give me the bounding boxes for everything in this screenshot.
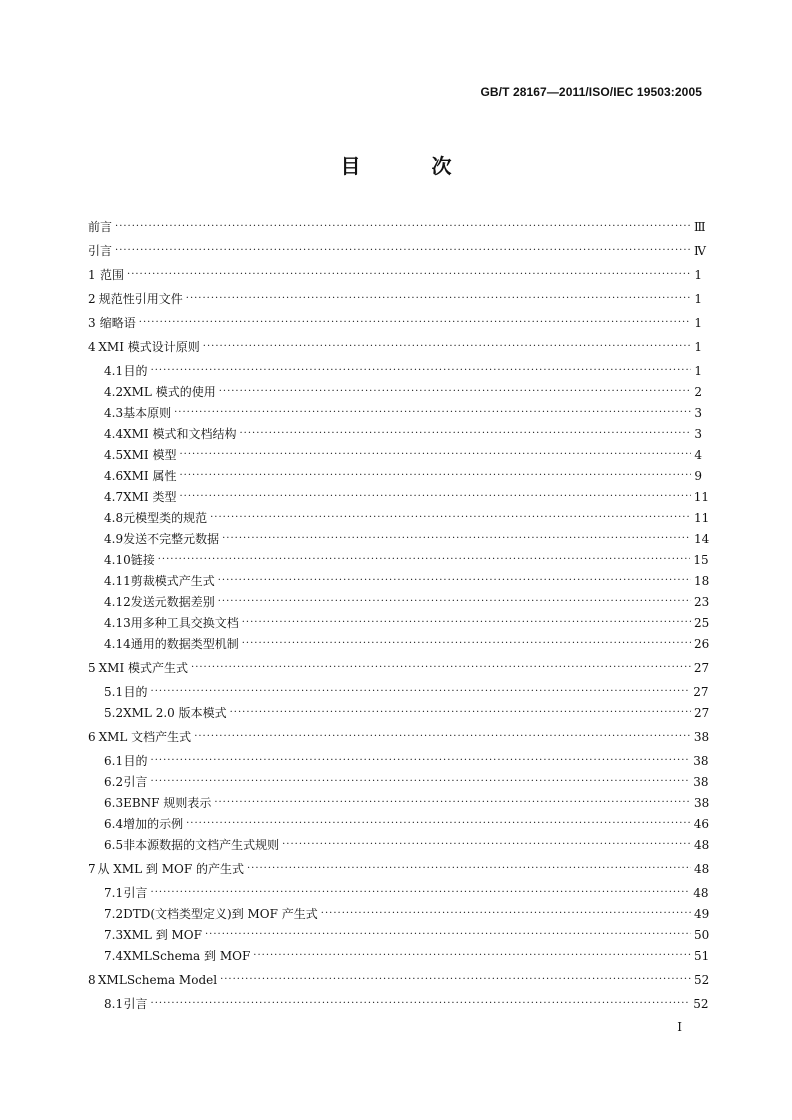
toc-entry-label: 链接 (130, 553, 155, 567)
toc-entry-page: 50 (694, 928, 710, 942)
toc-entry-label: 非本源数据的文档产生式规则 (123, 838, 280, 852)
toc-entry-number: 4.5 (104, 448, 124, 462)
toc-entry-number: 8 (88, 973, 96, 987)
toc-entry[interactable] (88, 266, 702, 284)
toc-entry-label: XML 2.0 版本模式 (123, 706, 227, 720)
toc-entry-label: 目的 (123, 754, 148, 768)
toc-entry-label: XMI 模式设计原则 (98, 340, 200, 354)
toc-entry-page: 1 (694, 340, 702, 354)
toc-entry[interactable] (88, 314, 702, 332)
toc-entry-number: 4 (88, 340, 96, 354)
toc-entry-label: XMI 模式和文档结构 (123, 427, 237, 441)
toc-entry-number: 4.10 (104, 553, 131, 567)
toc-entry[interactable] (88, 467, 702, 485)
toc-entry[interactable] (88, 218, 706, 236)
toc-entry-page: 23 (694, 595, 710, 609)
toc-entry-label: XMLSchema Model (98, 973, 218, 987)
toc-entry-page: 27 (694, 706, 710, 720)
toc-leader-dots (151, 362, 691, 380)
toc-leader-dots (253, 947, 691, 965)
toc-entry-label: XML 模式的使用 (123, 385, 216, 399)
toc-entry-label: 引言 (123, 997, 148, 1011)
toc-entry-label: 目的 (123, 364, 148, 378)
toc-entry-page: 38 (693, 730, 710, 744)
toc-leader-dots (230, 704, 691, 722)
toc-entry-number: 4.3 (104, 406, 124, 420)
toc-entry-number: 4.4 (104, 427, 124, 441)
toc-entry-number: 4.6 (104, 469, 124, 483)
toc-entry[interactable] (88, 572, 710, 590)
toc-leader-dots (174, 404, 691, 422)
toc-entry-page: 11 (693, 490, 709, 504)
toc-leader-dots (127, 266, 691, 284)
toc-entry-page: 48 (694, 838, 710, 852)
toc-entry-number: 4.8 (104, 511, 124, 525)
toc-leader-dots (214, 794, 691, 812)
toc-leader-dots (151, 683, 691, 701)
toc-entry-number: 5.1 (104, 685, 124, 699)
toc-entry[interactable] (88, 425, 702, 443)
toc-leader-dots (151, 773, 691, 791)
toc-entry[interactable] (88, 290, 702, 308)
toc-leader-dots (203, 338, 691, 356)
toc-entry-number: 2 (88, 292, 96, 306)
toc-leader-dots (186, 290, 691, 308)
toc-entry-number: 7 (88, 862, 96, 876)
toc-entry-page: 51 (694, 949, 710, 963)
toc-entry-number: 4.9 (104, 532, 124, 546)
toc-entry-number: 4.12 (104, 595, 131, 609)
toc-entry-number: 6.1 (104, 754, 124, 768)
toc-entry-number: 4.7 (104, 490, 124, 504)
toc-entry-page: 4 (694, 448, 702, 462)
toc-entry-number: 7.4 (104, 949, 124, 963)
toc-entry-page: 38 (694, 796, 710, 810)
toc-entry-label: 规范性引用文件 (98, 292, 183, 306)
toc-entry[interactable] (88, 815, 710, 833)
toc-entry-page: 3 (694, 406, 702, 420)
standard-code: GB/T 28167—2011/ISO/IEC 19503:2005 (480, 85, 702, 99)
toc-entry-label: 基本原则 (123, 406, 172, 420)
toc-entry-number: 8.1 (104, 997, 124, 1011)
toc-entry-number: 6.5 (104, 838, 124, 852)
toc-leader-dots (242, 635, 691, 653)
toc-entry-number: 6 (88, 730, 96, 744)
toc-entry[interactable] (88, 383, 702, 401)
toc-leader-dots (151, 752, 691, 770)
toc-entry-label: EBNF 规则表示 (123, 796, 212, 810)
toc-entry[interactable] (88, 509, 710, 527)
toc-entry-label: XML 到 MOF (123, 928, 202, 942)
toc-leader-dots (219, 383, 691, 401)
toc-entry-number: 6.3 (104, 796, 124, 810)
toc-entry[interactable] (88, 593, 710, 611)
toc-entry-number: 7.2 (104, 907, 124, 921)
toc-entry-label: 前言 (88, 220, 113, 234)
toc-entry[interactable] (88, 995, 709, 1013)
toc-entry-page: 52 (693, 997, 709, 1011)
toc-entry-page: 1 (694, 364, 702, 378)
toc-leader-dots (242, 614, 691, 632)
toc-entry-page: 27 (693, 661, 710, 675)
toc-entry-label: 用多种工具交换文档 (130, 616, 239, 630)
toc-entry[interactable] (88, 971, 710, 989)
toc-entry-number: 7.3 (104, 928, 124, 942)
toc-entry-number: 4.13 (104, 616, 131, 630)
toc-entry-label: 从 XML 到 MOF 的产生式 (97, 862, 244, 876)
toc-entry[interactable] (88, 551, 709, 569)
toc-leader-dots (179, 467, 691, 485)
toc-entry[interactable] (88, 884, 709, 902)
toc-entry[interactable] (88, 728, 710, 746)
toc-entry-label: 引言 (123, 886, 148, 900)
toc-entry[interactable] (88, 614, 710, 632)
toc-entry-number: 4.2 (104, 385, 124, 399)
toc-entry-label: XMI 类型 (123, 490, 177, 504)
toc-entry-number: 5 (88, 661, 96, 675)
toc-leader-dots (239, 425, 691, 443)
toc-entry-label: 引言 (88, 244, 113, 258)
toc-entry-page: 1 (694, 316, 702, 330)
toc-entry-page: 15 (693, 553, 709, 567)
toc-leader-dots (151, 884, 691, 902)
toc-entry-page: 1 (694, 292, 702, 306)
toc-leader-dots (115, 242, 691, 260)
toc-entry-number: 6.2 (104, 775, 124, 789)
toc-entry-page: 48 (693, 886, 709, 900)
toc-entry[interactable] (88, 773, 709, 791)
toc-entry-page: 18 (694, 574, 710, 588)
toc-leader-dots (222, 530, 691, 548)
toc-entry-label: 范围 (100, 268, 125, 282)
toc-entry-label: XMI 模式产生式 (98, 661, 189, 675)
toc-entry-page: 49 (694, 907, 710, 921)
toc-entry-page: 38 (693, 775, 709, 789)
toc-entry-label: 缩略语 (99, 316, 136, 330)
toc-leader-dots (247, 860, 691, 878)
toc-entry[interactable] (88, 338, 702, 356)
toc-entry-page: 3 (694, 427, 702, 441)
toc-entry-page: Ⅲ (694, 220, 706, 234)
toc-leader-dots (194, 728, 691, 746)
toc-leader-dots (179, 446, 691, 464)
page-title: 目 次 (340, 154, 484, 178)
toc-leader-dots (151, 995, 691, 1013)
toc-entry-page: 46 (693, 817, 710, 831)
toc-entry-page: 27 (693, 685, 709, 699)
toc-entry[interactable] (88, 635, 710, 653)
toc-entry[interactable] (88, 926, 710, 944)
toc-leader-dots (218, 593, 691, 611)
toc-entry[interactable] (88, 905, 710, 923)
toc-entry-number: 4.11 (104, 574, 131, 588)
toc-entry[interactable] (88, 659, 710, 677)
toc-entry-page: 11 (694, 511, 710, 525)
toc-entry-label: XMLSchema 到 MOF (123, 949, 251, 963)
toc-entry-number: 4.14 (104, 637, 131, 651)
toc-entry[interactable] (88, 836, 710, 854)
toc-entry-page: 48 (694, 862, 710, 876)
toc-entry[interactable] (88, 362, 702, 380)
toc-leader-dots (210, 509, 691, 527)
toc-entry[interactable] (88, 446, 702, 464)
toc-leader-dots (139, 314, 691, 332)
toc-entry-label: XMI 模型 (123, 448, 177, 462)
toc-entry-label: DTD(文档类型定义)到 MOF 产生式 (123, 907, 318, 921)
toc-entry-number: 1 (88, 268, 96, 282)
toc-entry-label: XMI 属性 (123, 469, 177, 483)
toc-entry-page: 14 (694, 532, 710, 546)
toc-entry-label: 通用的数据类型机制 (130, 637, 239, 651)
toc-entry[interactable] (88, 794, 710, 812)
toc-entry-number: 3 (88, 316, 96, 330)
toc-leader-dots (282, 836, 691, 854)
toc-leader-dots (158, 551, 691, 569)
toc-entry-label: 增加的示例 (123, 817, 184, 831)
toc-leader-dots (205, 926, 691, 944)
toc-leader-dots (186, 815, 691, 833)
toc-leader-dots (179, 488, 690, 506)
toc-entry[interactable] (88, 860, 710, 878)
toc-entry[interactable] (88, 704, 710, 722)
toc-entry-label: 元模型类的规范 (123, 511, 208, 525)
toc-entry[interactable] (88, 488, 709, 506)
page-number: I (677, 1020, 682, 1034)
toc-entry-label: 发送元数据差别 (130, 595, 215, 609)
toc-entry[interactable] (88, 530, 710, 548)
toc-entry-number: 6.4 (104, 817, 124, 831)
toc-entry-page: 25 (694, 616, 710, 630)
toc-entry-label: 剪裁模式产生式 (130, 574, 215, 588)
toc-leader-dots (115, 218, 691, 236)
toc-leader-dots (321, 905, 691, 923)
toc-entry-page: Ⅳ (694, 244, 706, 258)
toc-entry[interactable] (88, 404, 702, 422)
toc-entry-page: 38 (693, 754, 709, 768)
toc-entry[interactable] (88, 242, 706, 260)
toc-leader-dots (191, 659, 691, 677)
toc-entry-label: 发送不完整元数据 (123, 532, 220, 546)
toc-entry-page: 2 (694, 385, 702, 399)
toc-entry[interactable] (88, 947, 710, 965)
toc-entry-number: 4.1 (104, 364, 124, 378)
toc-leader-dots (218, 572, 691, 590)
toc-entry-number: 7.1 (104, 886, 124, 900)
toc-entry-label: 目的 (123, 685, 148, 699)
toc-entry-number: 5.2 (104, 706, 124, 720)
toc-entry[interactable] (88, 683, 709, 701)
toc-entry[interactable] (88, 752, 709, 770)
toc-leader-dots (220, 971, 691, 989)
toc-entry-label: 引言 (123, 775, 148, 789)
toc-entry-page: 26 (694, 637, 710, 651)
toc-entry-page: 52 (694, 973, 710, 987)
toc-entry-page: 1 (694, 268, 702, 282)
toc-entry-label: XML 文档产生式 (98, 730, 192, 744)
toc-entry-page: 9 (694, 469, 702, 483)
